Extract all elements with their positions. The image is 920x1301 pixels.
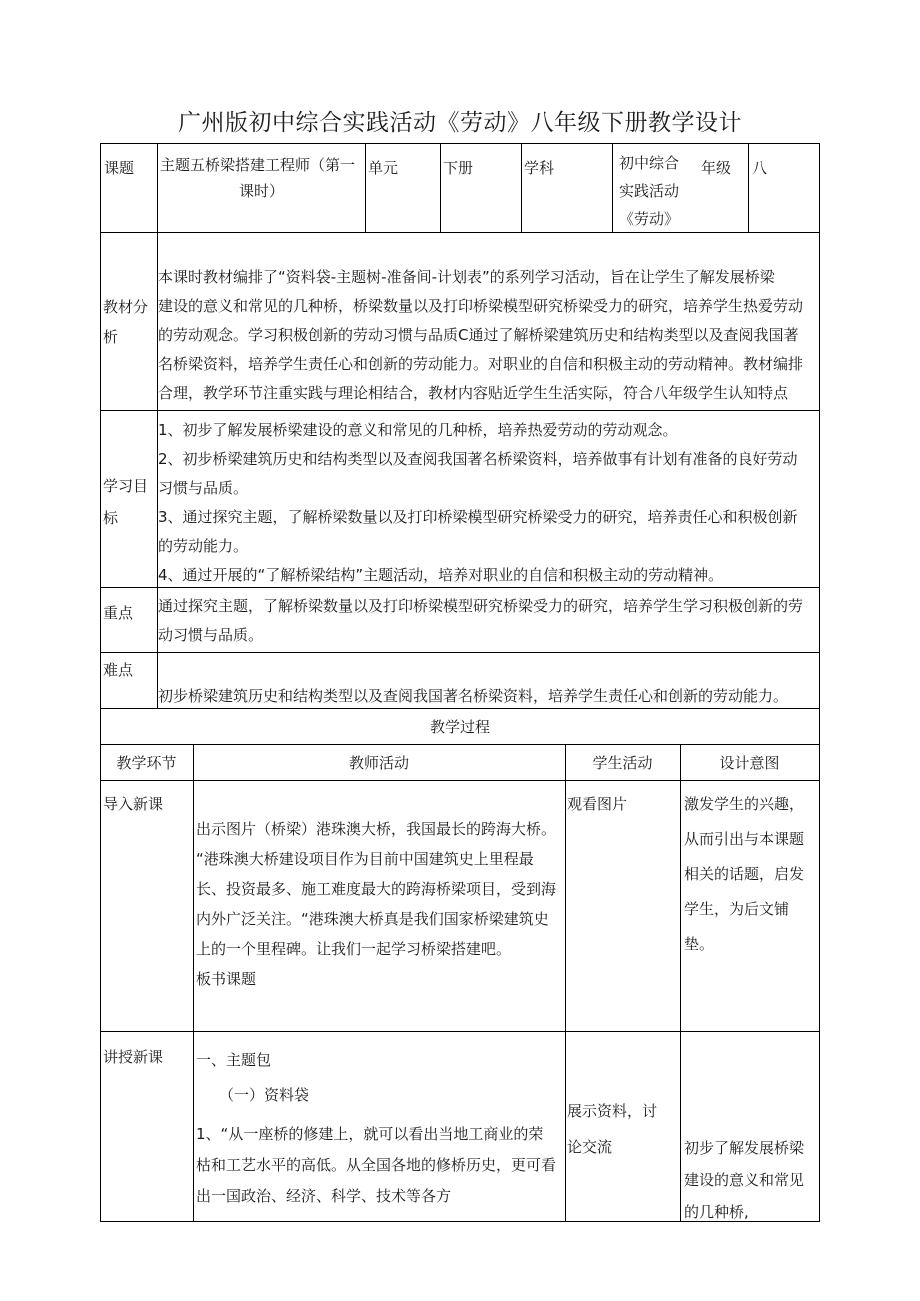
grade-label: 年级 [701,159,732,177]
key-line: 通过探究主题，了解桥梁数量以及打印桥梁模型研究桥梁受力的研究，培养学生学习积极创新的劳 [158,597,804,615]
keti-label: 课题 [104,159,135,177]
subject-label: 学科 [524,159,555,177]
intro-intent-line: 相关的话题，启发 [684,865,805,883]
goals-text-clip [158,412,819,586]
goals-text [158,416,798,586]
intro-teacher-line: 内外广泛关注。“港珠澳大桥真是我们国家桥梁建筑史 [196,910,549,928]
col-teacher-header: 教师活动 [348,754,409,772]
analysis-line: 名桥梁资料，培养学生责任心和创新的劳动能力。对职业的自信和积极主动的劳动精神。教材编排 [158,355,804,373]
difficulty-text: 初步桥梁建筑历史和结构类型以及查阅我国著名桥梁资料，培养学生责任心和创新的劳动能力。 [158,687,789,705]
subject-value-line2: 实践活动 [619,182,680,200]
goal-line: 的劳动能力。 [158,537,249,555]
col-student-header: 学生活动 [592,754,653,772]
goal-line: 2、初步桥梁建筑历史和结构类型以及查阅我国著名桥梁资料，培养做事有计划有准备的良好劳动 [158,450,798,468]
analysis-label-line2: 析 [103,328,119,346]
intro-teacher-line: 板书课题 [196,970,257,988]
col-intent-header: 设计意图 [719,754,780,772]
lecture-intent-text [684,1132,804,1228]
analysis-line: 建设的意义和常见的几种桥，桥梁数量以及打印桥梁模型研究桥梁受力的研究，培养学生热爱劳动 [158,297,804,315]
intro-teacher-line: “港珠澳大桥建设项目作为目前中国建筑史上里程最 [196,850,534,868]
goal-line: 4、通过开展的“了解桥梁结构”主题活动，培养对职业的自信和积极主动的劳动精神。 [158,566,724,584]
goal-line: 1、初步了解发展桥梁建设的意义和常见的几种桥，培养热爱劳动的劳动观念。 [158,421,678,439]
analysis-line: 合理，教学环节注重实践与理论相结合，教材内容贴近学生生活实际，符合八年级学生认知特点 [158,384,789,402]
keti-value-line1: 主题五桥梁搭建工程师（第一 [160,156,356,174]
unit-value: 下册 [443,159,474,177]
analysis-label-line1: 教材分 [103,298,149,316]
lecture-teacher-text [196,1119,556,1212]
intro-intent-line: 从而引出与本课题 [684,830,805,848]
analysis-text [158,263,803,408]
goal-line: 3、通过探究主题，了解桥梁数量以及打印桥梁模型研究桥梁受力的研究，培养责任心和积极创新 [158,508,798,526]
subject-value-line3: 《劳动》 [619,210,680,228]
goals-label-line2: 标 [103,509,119,527]
unit-label: 单元 [368,159,399,177]
lecture-student-line: 展示资料，讨 [567,1102,658,1120]
intro-intent-line: 激发学生的兴趣， [684,795,805,813]
intro-intent-line: 学生，为后文铺 [684,900,790,918]
goal-line: 习惯与品质。 [158,479,249,497]
intro-student: 观看图片 [567,795,628,813]
lecture-intent-line: 初步了解发展桥梁 [684,1139,805,1157]
intro-teacher-line: 上的一个里程碑。让我们一起学习桥梁搭建吧。 [196,940,512,958]
document-title: 广州版初中综合实践活动《劳动》八年级下册教学设计 [178,110,742,136]
lecture-student-text [567,1093,657,1165]
analysis-line: 的劳动观念。学习积极创新的劳动习惯与品质C通过了解桥梁建筑历史和结构类型以及查阅我国著 [158,326,799,344]
intro-teacher-line: 出示图片（桥梁）港珠澳大桥，我国最长的跨海大桥。 [196,820,557,838]
goals-label-line1: 学习目 [103,477,149,495]
intro-intent-text [684,787,804,962]
difficulty-label: 难点 [103,661,134,679]
intro-stage: 导入新课 [103,795,164,813]
lecture-intent-line: 建设的意义和常见 [684,1171,805,1189]
subject-value-line1: 初中综合 [619,154,680,172]
key-label: 重点 [103,604,134,622]
intro-teacher-text [196,814,556,994]
key-text [158,592,803,650]
lecture-intent-line: 的几种桥, [684,1203,749,1221]
analysis-line: 本课时教材编排了“资料袋-主题树-准备间-计划表”的系列学习活动，旨在让学生了解发展桥梁 [158,268,775,286]
col-stage-header: 教学环节 [116,754,177,772]
lecture-teacher-line: 枯和工艺水平的高低。从全国各地的修桥历史，更可看 [196,1156,557,1174]
lecture-teacher-line: 1、“从一座桥的修建上，就可以看出当地工商业的荣 [196,1125,544,1143]
process-title: 教学过程 [429,718,490,736]
keti-value-line2: 课时） [238,182,284,200]
lecture-teacher-line-0: 一、主题包 [196,1051,272,1069]
lecture-student-line: 论交流 [567,1138,613,1156]
grade-value: 八 [752,159,768,177]
lecture-teacher-line: 出一国政治、经济、科学、技术等各方 [196,1187,452,1205]
lecture-stage: 讲授新课 [103,1048,164,1066]
lecture-teacher-line-1: （一）资料袋 [219,1086,310,1104]
intro-intent-line: 垫。 [684,935,715,953]
key-line: 动习惯与品质。 [158,626,264,644]
intro-teacher-line: 长、投资最多、施工难度最大的跨海桥梁项目，受到海 [196,880,557,898]
